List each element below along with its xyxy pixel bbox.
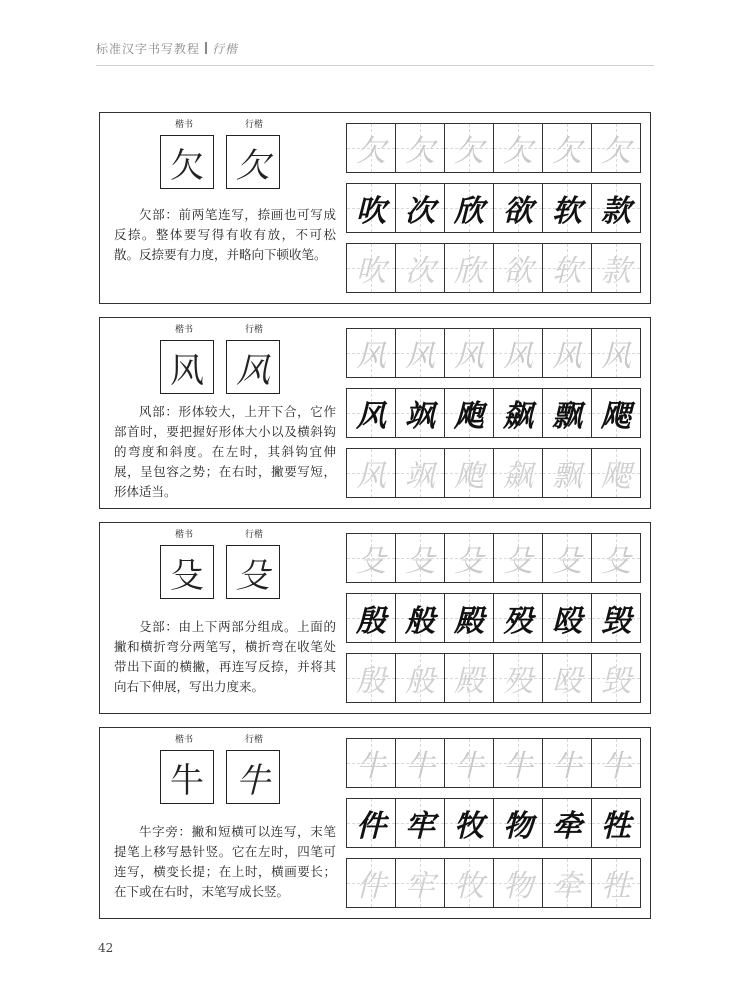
- example-cell: 殴: [543, 594, 592, 642]
- practice-cell[interactable]: 欠: [543, 124, 592, 172]
- example-cell: 吹: [347, 184, 396, 232]
- trace-cell[interactable]: 牧: [445, 859, 494, 907]
- practice-cell[interactable]: 风: [494, 329, 543, 377]
- label-xingkai: 行楷: [245, 530, 264, 540]
- trace-cell[interactable]: 殁: [494, 654, 543, 702]
- example-cell: 牲: [592, 799, 640, 847]
- example-cell: 软: [543, 184, 592, 232]
- trace-cell[interactable]: 飔: [592, 449, 640, 497]
- example-cell: 飘: [543, 389, 592, 437]
- practice-cell[interactable]: 牛: [396, 739, 445, 787]
- practice-cell[interactable]: 风: [445, 329, 494, 377]
- radical-kaishu-box: 殳: [160, 545, 214, 599]
- trace-cell[interactable]: 殿: [445, 654, 494, 702]
- example-cell: 飑: [445, 389, 494, 437]
- example-cell: 般: [396, 594, 445, 642]
- example-row: [346, 388, 641, 438]
- example-cell: 毁: [592, 594, 640, 642]
- page-number: 42: [98, 941, 114, 955]
- radical-xingkai-box: 殳: [226, 545, 280, 599]
- example-cell: 次: [396, 184, 445, 232]
- radical-description: 风部：形体较大，上开下合，它作部首时，要把握好形体大小以及横斜钩的弯度和斜度。在左时，其斜钩宜伸展，呈包容之势；在右时，撇要写短，形体适当。: [114, 404, 336, 499]
- header-separator: [205, 42, 207, 54]
- practice-cell[interactable]: 风: [396, 329, 445, 377]
- running-header: [96, 40, 238, 57]
- example-cell: 欲: [494, 184, 543, 232]
- practice-row-radical: [346, 738, 641, 788]
- example-cell: 殿: [445, 594, 494, 642]
- example-cell: 飔: [592, 389, 640, 437]
- radical-kaishu-box: 风: [160, 340, 214, 394]
- radical-description: 殳部：由上下两部分组成。上面的撇和横折弯分两笔写，横折弯在收笔处带出下面的横撇，再连写反捺，并将其向右下伸展，写出力度来。: [114, 619, 336, 694]
- trace-cell[interactable]: 殴: [543, 654, 592, 702]
- practice-cell[interactable]: 风: [592, 329, 640, 377]
- trace-row: [346, 858, 641, 908]
- trace-cell[interactable]: 殷: [347, 654, 396, 702]
- practice-row-radical: [346, 328, 641, 378]
- practice-cell[interactable]: 殳: [347, 534, 396, 582]
- trace-cell[interactable]: 牵: [543, 859, 592, 907]
- style-name: 行楷: [212, 42, 239, 56]
- trace-cell[interactable]: 牢: [396, 859, 445, 907]
- example-cell: 飙: [494, 389, 543, 437]
- trace-cell[interactable]: 欣: [445, 244, 494, 292]
- trace-cell[interactable]: 毁: [592, 654, 640, 702]
- radical-description: 欠部：前两笔连写，捺画也可写成反捺。整体要写得有收有放，不可松散。反捺要有力度，并略向下顿收笔。: [114, 207, 336, 262]
- example-cell: 物: [494, 799, 543, 847]
- trace-row: [346, 448, 641, 498]
- example-cell: 款: [592, 184, 640, 232]
- radical-section-qian: [99, 112, 651, 304]
- practice-row-radical: [346, 533, 641, 583]
- example-cell: 件: [347, 799, 396, 847]
- trace-cell[interactable]: 飑: [445, 449, 494, 497]
- trace-cell[interactable]: 次: [396, 244, 445, 292]
- practice-cell[interactable]: 欠: [592, 124, 640, 172]
- radical-xingkai-box: 牛: [226, 750, 280, 804]
- trace-cell[interactable]: 飙: [494, 449, 543, 497]
- radical-kaishu-box: 欠: [160, 135, 214, 189]
- trace-row: [346, 653, 641, 703]
- radical-description: 牛字旁：撇和短横可以连写，末笔提笔上移写悬针竖。它在左时，四笔可连写，横变长提；在上时，横画要长；在下或在右时，末笔写成长竖。: [114, 824, 336, 899]
- label-xingkai: 行楷: [245, 325, 264, 335]
- practice-cell[interactable]: 殳: [543, 534, 592, 582]
- practice-cell[interactable]: 殳: [396, 534, 445, 582]
- practice-cell[interactable]: 风: [347, 329, 396, 377]
- radical-kaishu-box: 牛: [160, 750, 214, 804]
- header-rule: [96, 65, 654, 66]
- example-cell: 欣: [445, 184, 494, 232]
- practice-cell[interactable]: 欠: [347, 124, 396, 172]
- label-xingkai: 行楷: [245, 735, 264, 745]
- radical-section-shu: [99, 522, 651, 714]
- trace-cell[interactable]: 款: [592, 244, 640, 292]
- label-kaishu: 楷书: [175, 325, 194, 335]
- practice-cell[interactable]: 牛: [494, 739, 543, 787]
- trace-cell[interactable]: 物: [494, 859, 543, 907]
- trace-cell[interactable]: 风: [347, 449, 396, 497]
- trace-cell[interactable]: 飒: [396, 449, 445, 497]
- example-cell: 殷: [347, 594, 396, 642]
- book-title: 标准汉字书写教程: [96, 42, 201, 56]
- practice-cell[interactable]: 殳: [445, 534, 494, 582]
- example-cell: 飒: [396, 389, 445, 437]
- example-cell: 牢: [396, 799, 445, 847]
- trace-row: [346, 243, 641, 293]
- trace-cell[interactable]: 欲: [494, 244, 543, 292]
- practice-cell[interactable]: 殳: [494, 534, 543, 582]
- label-kaishu: 楷书: [175, 735, 194, 745]
- trace-cell[interactable]: 软: [543, 244, 592, 292]
- trace-cell[interactable]: 吹: [347, 244, 396, 292]
- practice-cell[interactable]: 欠: [494, 124, 543, 172]
- trace-cell[interactable]: 飘: [543, 449, 592, 497]
- radical-section-niu: [99, 727, 651, 919]
- example-cell: 牵: [543, 799, 592, 847]
- practice-cell[interactable]: 牛: [445, 739, 494, 787]
- trace-cell[interactable]: 牲: [592, 859, 640, 907]
- example-row: [346, 798, 641, 848]
- radical-xingkai-box: 欠: [226, 135, 280, 189]
- label-kaishu: 楷书: [175, 120, 194, 130]
- example-cell: 牧: [445, 799, 494, 847]
- practice-cell[interactable]: 牛: [592, 739, 640, 787]
- practice-cell[interactable]: 牛: [543, 739, 592, 787]
- label-xingkai: 行楷: [245, 120, 264, 130]
- practice-cell[interactable]: 殳: [592, 534, 640, 582]
- practice-cell[interactable]: 风: [543, 329, 592, 377]
- radical-section-feng: [99, 317, 651, 509]
- radical-xingkai-box: 风: [226, 340, 280, 394]
- practice-cell[interactable]: 牛: [347, 739, 396, 787]
- trace-cell[interactable]: 般: [396, 654, 445, 702]
- example-cell: 风: [347, 389, 396, 437]
- label-kaishu: 楷书: [175, 530, 194, 540]
- example-cell: 殁: [494, 594, 543, 642]
- example-row: [346, 593, 641, 643]
- trace-cell[interactable]: 件: [347, 859, 396, 907]
- practice-cell[interactable]: 欠: [445, 124, 494, 172]
- practice-cell[interactable]: 欠: [396, 124, 445, 172]
- example-row: [346, 183, 641, 233]
- practice-row-radical: [346, 123, 641, 173]
